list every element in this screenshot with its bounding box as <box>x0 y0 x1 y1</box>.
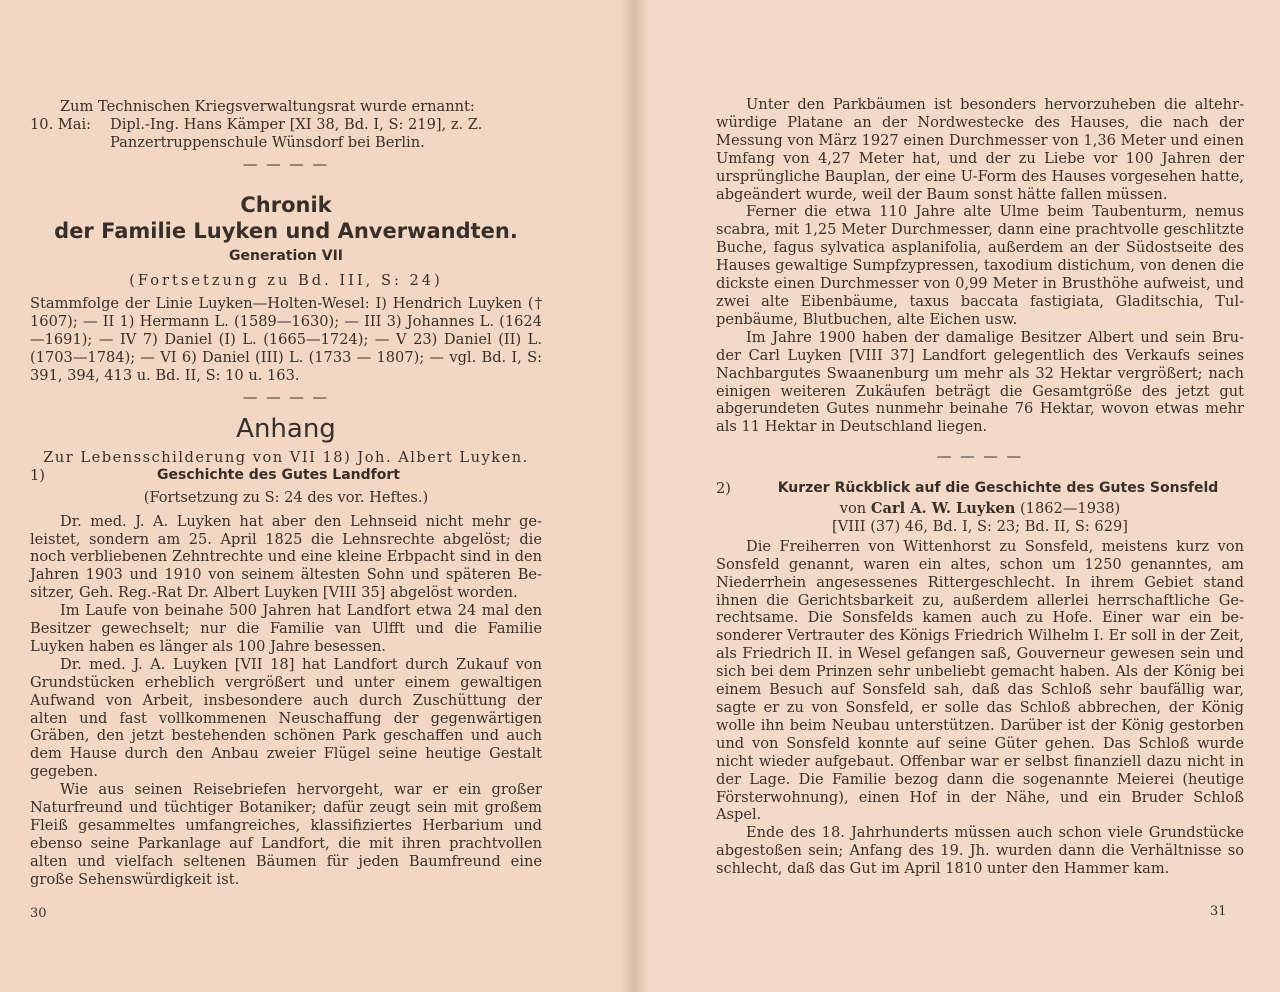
paragraph: Im Laufe von beinahe 500 Jahren hat Landfort etwa 24 mal den Besitzer gewechselt; nur die Familie van Ulfft und die Familie Luyken haben es länger als 100 Jahre besessen. <box>30 602 542 655</box>
divider: — — — — <box>242 388 330 406</box>
anhang-heading: Anhang <box>236 413 336 444</box>
author-name: Carl A. W. Luyken <box>870 500 1016 518</box>
page-number: 31 <box>1210 904 1227 919</box>
section-number: 1) <box>30 466 45 484</box>
section-title: Geschichte des Gutes Landfort <box>157 466 400 483</box>
right-page-content <box>716 96 1244 878</box>
section-heading-row <box>716 480 1244 498</box>
paragraph: Die Freiherren von Wittenhorst zu Sonsfeld, meistens kurz von Sonsfeld genannt, waren ein altes, schon um 1250 genanntes, am Niederrhein angesessenes Rittergeschlecht. In ihrem Gebiet stand ihnen die Gerichtsbarkeit zu, außerdem allerlei herrschaftliche Gerechtsame. Die Sonsfelds kamen auch zu Hofe. Einer war ein besonderer Vertrauter des Königs Friedrich Wilhelm I. Er soll in der Zeit, als Friedrich II. in Wesel gefangen saß, Gouverneur gewesen sein und sich bei dem Prinzen sehr unbeliebt gemacht haben. Als der König bei einem Besuch auf Sonsfeld sah, daß das Schloß sehr baufällig war, sagte er zu von Sonsfeld, er solle das Schloß abbrechen, der König wolle ihn beim Neubau unterstützen. Darüber ist der König gestorben und von Sonsfeld konnte auf seine Güter gehen. Das Schloß wurde nicht wieder aufgebaut. Offenbar war er selbst finanziell dazu nicht in der Lage. Die Familie bezog dann die sogenannte Meierei (heutige Försterwohnung), einen Hof in der Nähe, und ein Bruder Schloß Aspel. <box>716 537 1244 824</box>
book-gutter <box>620 0 648 992</box>
section-heading-row <box>30 467 542 485</box>
divider: — — — — <box>936 448 1024 466</box>
appointment-line2: Panzertruppenschule Wünsdorf bei Berlin. <box>110 133 425 151</box>
left-page-content <box>30 98 542 889</box>
section-number: 2) <box>716 480 731 498</box>
chronik-title: Chronik <box>240 192 332 217</box>
left-page <box>0 0 634 992</box>
appointment-date: 10. Mai: <box>30 115 92 133</box>
page-number: 30 <box>30 906 47 921</box>
fortsetzung-note: (Fortsetzung zu Bd. III, S: 24) <box>129 271 443 289</box>
generation-heading: Generation VII <box>228 247 343 264</box>
author-line <box>716 500 1244 518</box>
paragraph: Dr. med. J. A. Luyken hat aber den Lehnseid nicht mehr geleistet, sondern am 25. April 1825 die Lehnsrechte abgelöst; die noch verbliebenen Zehntrechte und eine kleine Erbpacht sind in den Jahren 1903 und 1910 von seinem ältesten Sohn und späteren Besitzer, Geh. Reg.-Rat Dr. Albert Luyken [VIII 35] abgelöst worden. <box>30 512 542 602</box>
lebensschilderung-heading: Zur Lebensschilderung von VII 18) Joh. Albert Luyken. <box>43 448 529 466</box>
right-page <box>634 0 1280 992</box>
paragraph: Wie aus seinen Reisebriefen hervorgeht, war er ein großer Naturfreund und tüchtiger Botaniker; dafür zeugt sein mit großem Fleiß gesammeltes umfangreiches, klassifiziertes Herbarium und ebenso seine Parkanlage auf Landfort, die mit ihren prachtvollen alten und vielfach seltenen Bäumen für jeden Baumfreund eine große Sehenswürdigkeit ist. <box>30 781 542 888</box>
section-title: Kurzer Rückblick auf die Geschichte des Gutes Sonsfeld <box>777 480 1219 497</box>
divider: — — — — <box>242 155 330 173</box>
appointment-entry <box>30 116 542 152</box>
author-years: (1862—1938) <box>1019 500 1121 518</box>
paragraph: Unter den Parkbäumen ist besonders hervorzuheben die altehrwürdige Platane an der Nordwestecke des Hauses, die nach der Messung von März 1927 einen Durchmesser von 1,36 Meter und einen Umfang von 4,27 Meter hat, und der zu Liebe vor 100 Jahren der ursprüngliche Bauplan, der eine U-Form des Hauses vorgesehen hatte, abgeändert wurde, weil der Baum sonst hätte fallen müssen. <box>716 96 1244 203</box>
section-fortsetzung: (Fortsetzung zu S: 24 des vor. Heftes.) <box>143 488 429 506</box>
author-prefix: von <box>839 500 867 518</box>
chronik-subtitle: der Familie Luyken und Anverwandten. <box>54 218 518 243</box>
reference-line: [VIII (37) 46, Bd. I, S: 23; Bd. II, S: 629] <box>832 517 1128 535</box>
paragraph: Dr. med. J. A. Luyken [VII 18] hat Landfort durch Zukauf von Grundstücken erheblich vergrößert und unter einem gewaltigen Aufwand von Arbeit, insbesondere auch durch Zuschüttung der alten und fast vollkommenen Neuschaffung der gegenwärtigen Gräben, den jetzt bestehenden schönen Park geschaffen und auch dem Hause durch den Anbau zweier Flügel seine heutige Gestalt gegeben. <box>30 655 542 781</box>
paragraph: Ende des 18. Jahrhunderts müssen auch schon viele Grundstücke abgestoßen sein; Anfang des 19. Jh. wurden dann die Verhältnisse so schlecht, daß das Gut im April 1810 unter den Hammer kam. <box>716 824 1244 878</box>
stammfolge-text: Stammfolge der Linie Luyken—Holten-Wesel: I) Hendrich Luyken († 1607); — II 1) Hermann L. (1589—1630); — III 3) Johannes L. (1624—1691); — IV 7) Daniel (I) L. (1665—1724); — V 23) Daniel (II) L. (1703—1784); — VI 6) Daniel (III) L. (1733 — 1807); — vgl. Bd. I, S: 391, 394, 413 u. Bd. II, S: 10 u. 163. <box>30 295 542 385</box>
paragraph: Im Jahre 1900 haben der damalige Besitzer Albert und sein Bruder Carl Luyken [VIII 37] Landfort gelegentlich des Verkaufs seines Nachbargutes Swaanenburg um mehr als 32 Hektar vergrößert; nach einigen weiteren Zukäufen beträgt die Gesamtgröße des jetzt gut abgerundeten Gutes nunmehr beinahe 76 Hektar, wovon etwas mehr als 11 Hektar in Deutschland liegen. <box>716 328 1244 436</box>
appointment-intro: Zum Technischen Kriegsverwaltungsrat wurde ernannt: <box>60 98 475 115</box>
appointment-line1: Dipl.-Ing. Hans Kämper [XI 38, Bd. I, S: 219], z. Z. <box>110 115 483 133</box>
paragraph: Ferner die etwa 110 Jahre alte Ulme beim Taubenturm, nemus scabra, mit 1,25 Meter Durchmesser, dann eine prachtvolle geschlitzte Buche, fagus sylvatica asplanifolia, außerdem an der Südostseite des Hauses gewaltige Sumpfzypressen, taxodium distichum, von denen die dickste einen Durchmesser von 0,99 Meter in Brusthöhe aufweist, und zwei alte Eibenbäume, taxus baccata fastigiata, Gladitschia, Tulpenbäume, Blutbuchen, alte Eichen usw. <box>716 203 1244 328</box>
